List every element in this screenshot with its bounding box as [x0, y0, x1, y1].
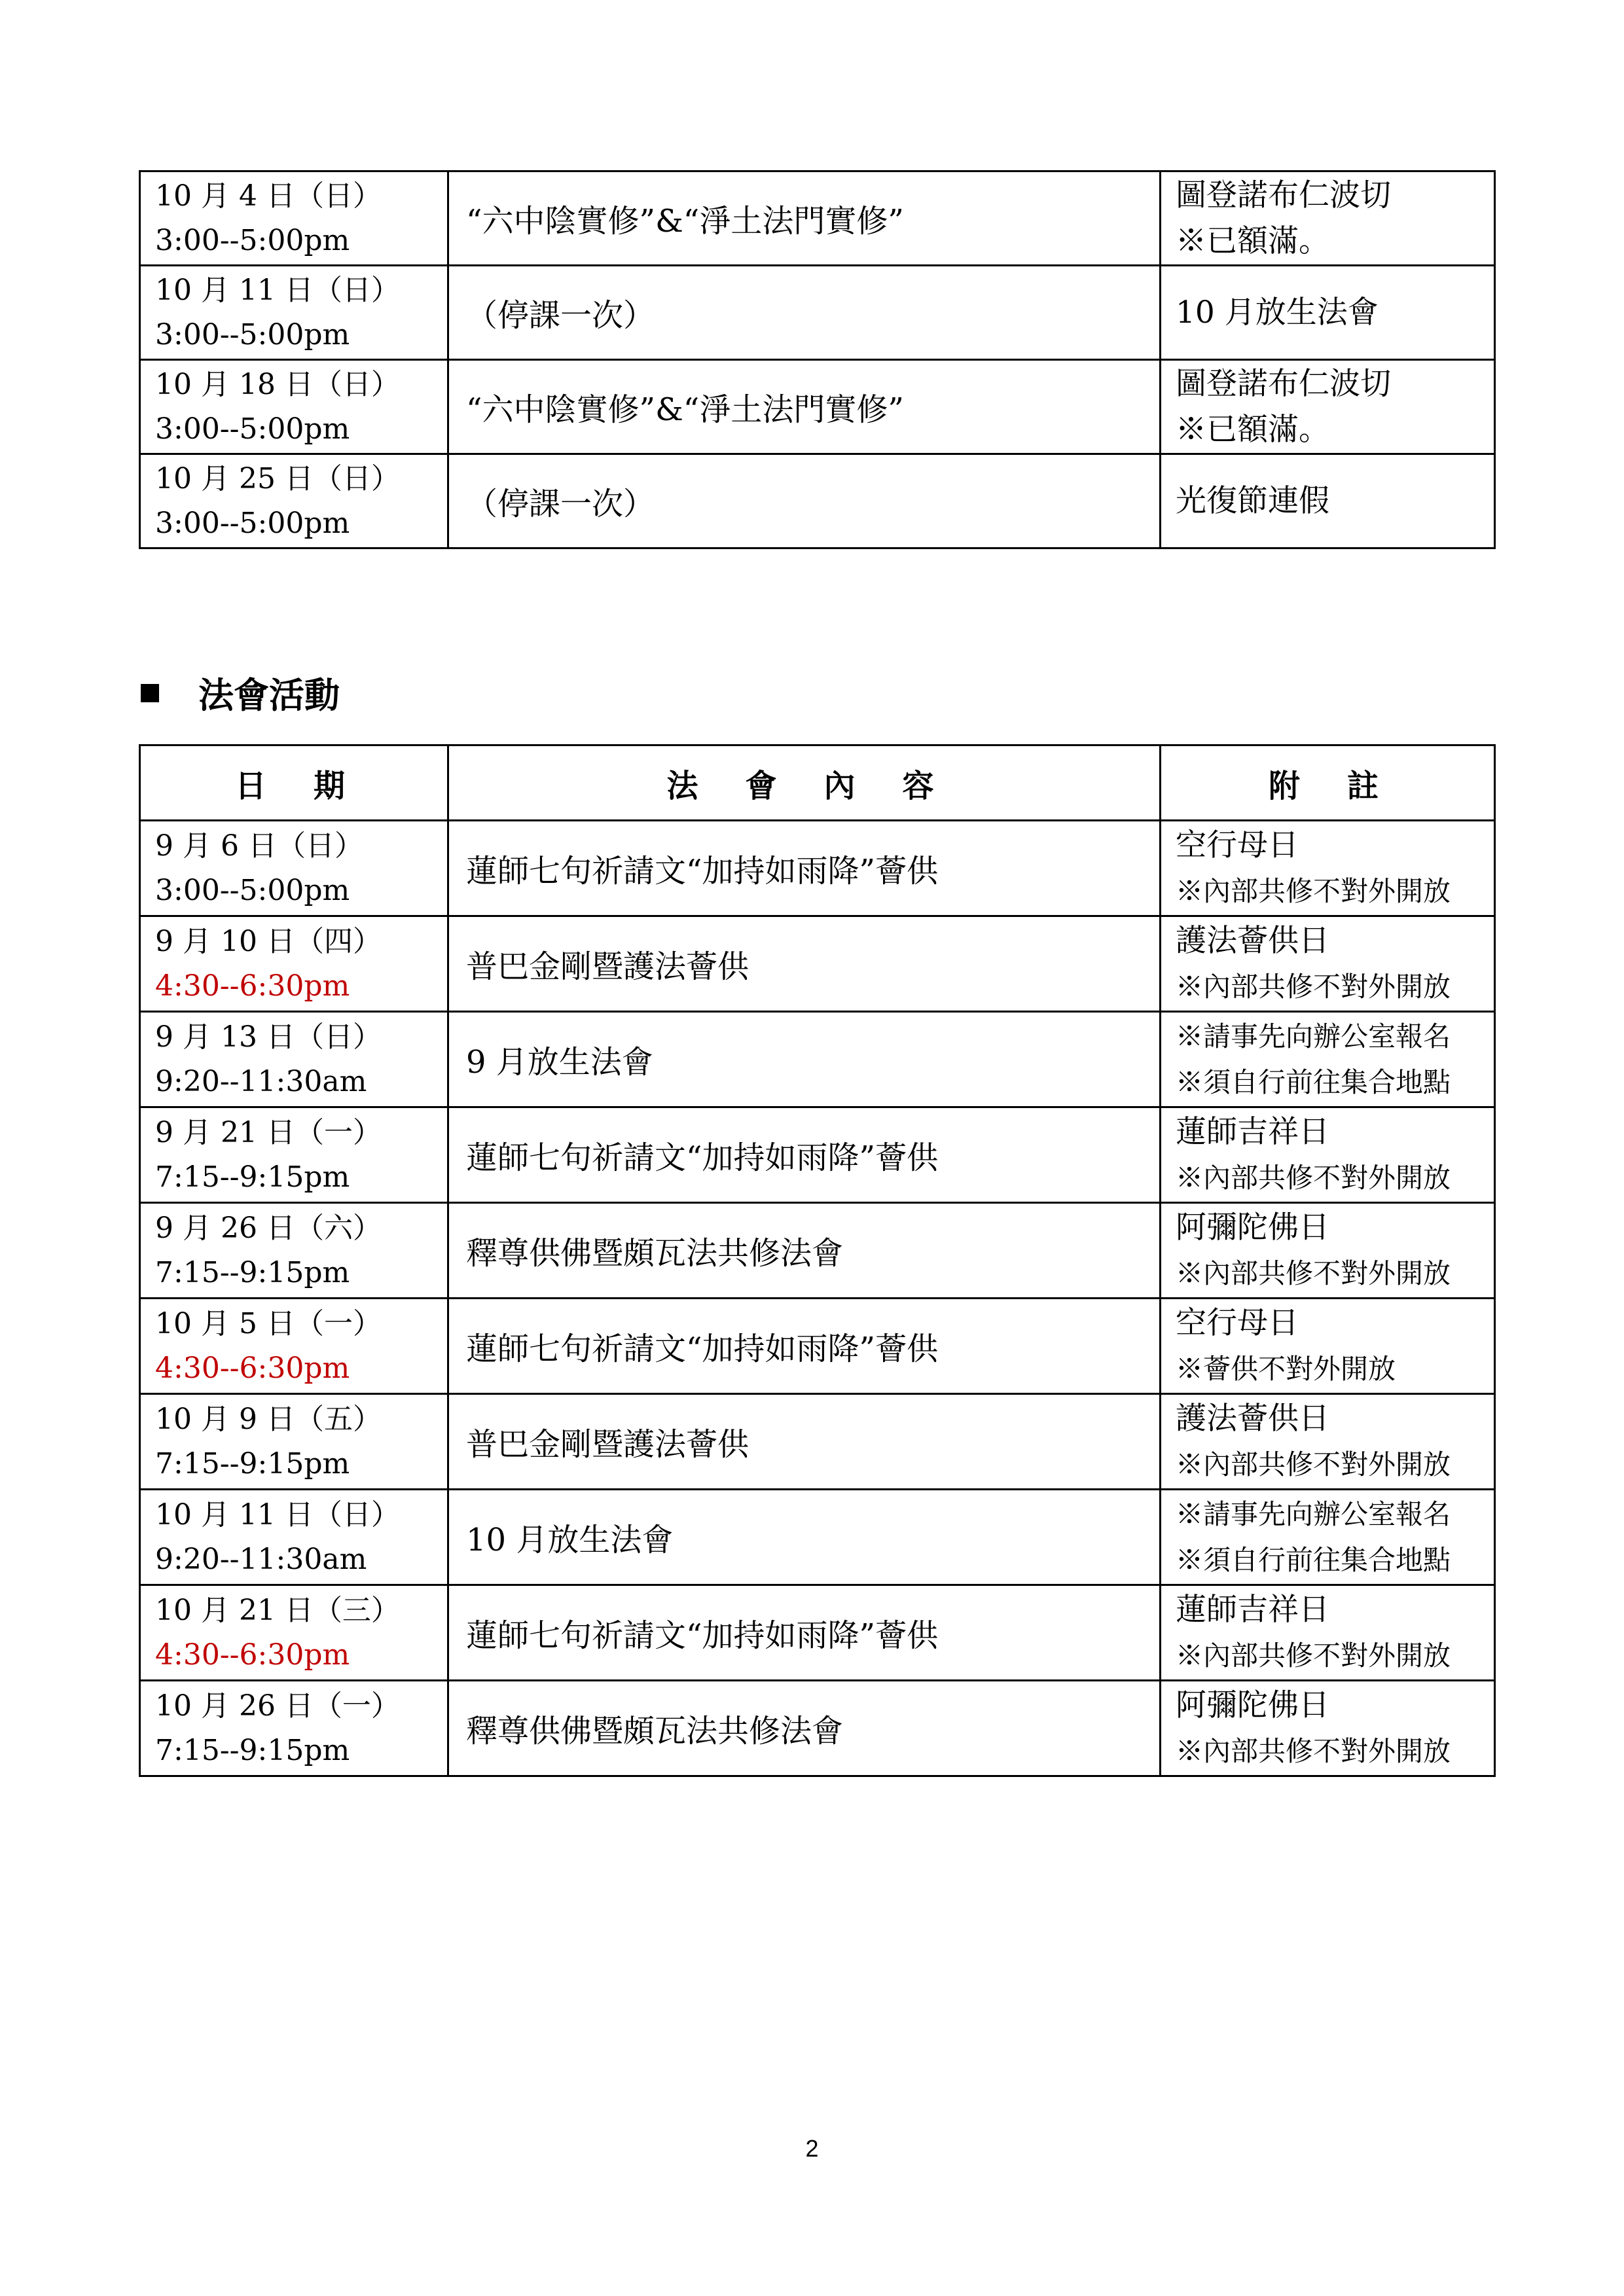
- content-cell: [448, 266, 1161, 360]
- section-title: 法會活動: [198, 674, 340, 716]
- content-cell: [448, 1681, 1161, 1776]
- note-secondary: ※內部共修不對外開放: [1176, 1257, 1451, 1289]
- table-row: [140, 171, 1495, 266]
- note-secondary: ※已額滿。: [1176, 411, 1329, 448]
- table-header-row: [140, 745, 1495, 821]
- event-content: “六中陰實修”&“淨土法門實修”: [466, 391, 904, 428]
- table-row: [140, 916, 1495, 1012]
- note-secondary: ※須自行前往集合地點: [1176, 1066, 1451, 1098]
- event-date: 9 月 6 日（日）: [155, 829, 363, 863]
- date-cell: [140, 1681, 448, 1776]
- note-primary: ※請事先向辦公室報名: [1176, 1020, 1451, 1052]
- note-primary: 蓮師吉祥日: [1176, 1591, 1329, 1628]
- note-primary: 空行母日: [1176, 827, 1299, 863]
- note-secondary: ※內部共修不對外開放: [1176, 970, 1451, 1003]
- notes-cell: [1161, 1299, 1495, 1394]
- note-primary: 蓮師吉祥日: [1176, 1113, 1329, 1150]
- note-secondary: ※已額滿。: [1176, 223, 1329, 259]
- note-primary: 阿彌陀佛日: [1176, 1687, 1329, 1723]
- date-cell: [140, 1585, 448, 1681]
- event-content: 蓮師七句祈請文“加持如雨降”薈供: [466, 1139, 939, 1176]
- event-date: 10 月 11 日（日）: [155, 273, 400, 307]
- content-cell: [448, 1107, 1161, 1203]
- table-row: [140, 1681, 1495, 1776]
- content-cell: [448, 1585, 1161, 1681]
- note-primary: ※請事先向辦公室報名: [1176, 1498, 1451, 1530]
- event-content: 釋尊供佛暨頗瓦法共修法會: [466, 1235, 844, 1272]
- event-time: 4:30--6:30pm: [155, 969, 350, 1003]
- table-row: [140, 360, 1495, 454]
- square-bullet-icon: [141, 684, 159, 702]
- note-primary: 圖登諾布仁波切: [1176, 365, 1391, 402]
- content-cell: [448, 1394, 1161, 1490]
- header-date: 日 期: [140, 745, 448, 821]
- notes-cell: [1161, 360, 1495, 454]
- event-content: “六中陰實修”&“淨土法門實修”: [466, 203, 904, 240]
- event-content: 蓮師七句祈請文“加持如雨降”薈供: [466, 1331, 939, 1367]
- note-secondary: ※內部共修不對外開放: [1176, 1639, 1451, 1672]
- note-secondary: ※內部共修不對外開放: [1176, 1448, 1451, 1480]
- event-date: 10 月 5 日（一）: [155, 1306, 382, 1340]
- header-content: 法 會 內 容: [448, 745, 1161, 821]
- event-date: 9 月 13 日（日）: [155, 1020, 382, 1054]
- event-time: 7:15--9:15pm: [155, 1446, 350, 1480]
- content-cell: [448, 360, 1161, 454]
- table-row: [140, 1107, 1495, 1203]
- note-primary: 空行母日: [1176, 1304, 1299, 1341]
- event-content: 10 月放生法會: [466, 1522, 674, 1558]
- note-primary: 護法薈供日: [1176, 1400, 1329, 1437]
- event-date: 10 月 4 日（日）: [155, 179, 382, 213]
- notes-cell: [1161, 1585, 1495, 1681]
- note-primary: 圖登諾布仁波切: [1176, 177, 1391, 213]
- header-notes: 附 註: [1161, 745, 1495, 821]
- note-primary: 護法薈供日: [1176, 922, 1329, 959]
- date-cell: [140, 1203, 448, 1299]
- note-secondary: ※薈供不對外開放: [1176, 1352, 1396, 1385]
- table-row: [140, 821, 1495, 916]
- date-cell: [140, 916, 448, 1012]
- dharma-events-table: [139, 744, 1496, 1777]
- event-content: （停課一次）: [466, 486, 655, 522]
- content-cell: [448, 454, 1161, 548]
- notes-cell: [1161, 171, 1495, 266]
- content-cell: [448, 1490, 1161, 1585]
- note-primary: 阿彌陀佛日: [1176, 1209, 1329, 1246]
- table-row: [140, 266, 1495, 360]
- notes-cell: [1161, 821, 1495, 916]
- date-cell: [140, 1394, 448, 1490]
- date-cell: [140, 360, 448, 454]
- date-cell: [140, 1299, 448, 1394]
- event-time: 9:20--11:30am: [155, 1542, 367, 1576]
- event-content: 釋尊供佛暨頗瓦法共修法會: [466, 1713, 844, 1749]
- event-content: （停課一次）: [466, 297, 655, 334]
- table-row: [140, 454, 1495, 548]
- table-row: [140, 1585, 1495, 1681]
- notes-cell: [1161, 1012, 1495, 1107]
- event-date: 9 月 21 日（一）: [155, 1115, 382, 1149]
- event-time: 7:15--9:15pm: [155, 1160, 350, 1194]
- note-primary: 光復節連假: [1176, 482, 1329, 519]
- note-primary: 10 月放生法會: [1176, 294, 1379, 331]
- date-cell: [140, 1107, 448, 1203]
- event-time: 9:20--11:30am: [155, 1064, 367, 1098]
- table-row: [140, 1490, 1495, 1585]
- event-time: 3:00--5:00pm: [155, 873, 350, 907]
- table-row: [140, 1012, 1495, 1107]
- event-date: 10 月 21 日（三）: [155, 1593, 400, 1627]
- section-heading: [141, 668, 340, 718]
- notes-cell: [1161, 1107, 1495, 1203]
- event-time: 4:30--6:30pm: [155, 1638, 350, 1672]
- note-secondary: ※內部共修不對外開放: [1176, 874, 1451, 907]
- date-cell: [140, 1490, 448, 1585]
- event-time: 3:00--5:00pm: [155, 223, 350, 257]
- notes-cell: [1161, 1681, 1495, 1776]
- event-content: 9 月放生法會: [466, 1044, 653, 1081]
- content-cell: [448, 1203, 1161, 1299]
- content-cell: [448, 171, 1161, 266]
- event-date: 10 月 11 日（日）: [155, 1498, 400, 1532]
- notes-cell: [1161, 266, 1495, 360]
- event-time: 7:15--9:15pm: [155, 1733, 350, 1767]
- event-time: 3:00--5:00pm: [155, 412, 350, 446]
- notes-cell: [1161, 1203, 1495, 1299]
- event-date: 10 月 9 日（五）: [155, 1402, 382, 1436]
- date-cell: [140, 454, 448, 548]
- table-row: [140, 1203, 1495, 1299]
- date-cell: [140, 171, 448, 266]
- note-secondary: ※內部共修不對外開放: [1176, 1161, 1451, 1194]
- content-cell: [448, 1012, 1161, 1107]
- event-date: 9 月 10 日（四）: [155, 924, 382, 958]
- note-secondary: ※須自行前往集合地點: [1176, 1543, 1451, 1576]
- notes-cell: [1161, 454, 1495, 548]
- event-content: 蓮師七句祈請文“加持如雨降”薈供: [466, 853, 939, 889]
- event-time: 3:00--5:00pm: [155, 317, 350, 351]
- content-cell: [448, 1299, 1161, 1394]
- event-date: 9 月 26 日（六）: [155, 1211, 382, 1245]
- page-number: 2: [805, 2135, 819, 2162]
- event-time: 3:00--5:00pm: [155, 506, 350, 540]
- event-time: 4:30--6:30pm: [155, 1351, 350, 1385]
- date-cell: [140, 1012, 448, 1107]
- event-date: 10 月 26 日（一）: [155, 1689, 400, 1723]
- note-secondary: ※內部共修不對外開放: [1176, 1734, 1451, 1767]
- notes-cell: [1161, 1490, 1495, 1585]
- event-time: 7:15--9:15pm: [155, 1255, 350, 1289]
- event-content: 普巴金剛暨護法薈供: [466, 948, 749, 985]
- date-cell: [140, 821, 448, 916]
- notes-cell: [1161, 916, 1495, 1012]
- table-row: [140, 1299, 1495, 1394]
- date-cell: [140, 266, 448, 360]
- content-cell: [448, 916, 1161, 1012]
- table-row: [140, 1394, 1495, 1490]
- event-date: 10 月 18 日（日）: [155, 367, 400, 401]
- notes-cell: [1161, 1394, 1495, 1490]
- event-date: 10 月 25 日（日）: [155, 461, 400, 495]
- content-cell: [448, 821, 1161, 916]
- event-content: 普巴金剛暨護法薈供: [466, 1426, 749, 1463]
- event-content: 蓮師七句祈請文“加持如雨降”薈供: [466, 1617, 939, 1654]
- class-schedule-table: [139, 170, 1496, 549]
